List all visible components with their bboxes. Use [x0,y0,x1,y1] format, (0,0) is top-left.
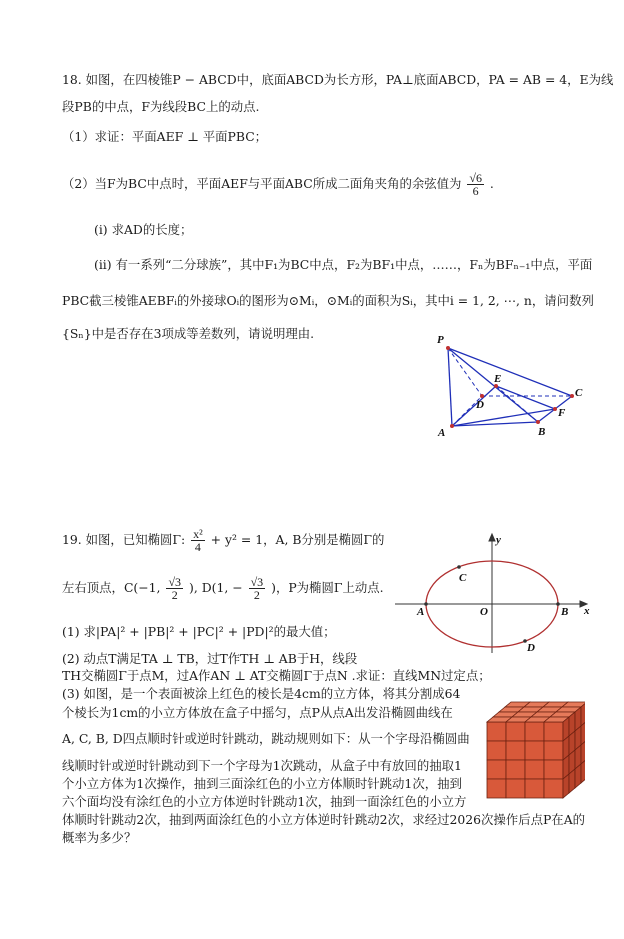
cube-front-cell [487,741,506,760]
cube-front-cell [506,741,525,760]
q19-line2-text: 左右顶点，C(−1, [62,580,161,595]
edge-PA [448,348,452,426]
q19-d-fraction [249,576,266,601]
cube-front-cell [506,760,525,779]
red-cube-figure [485,700,585,800]
q19-part3-7: 体顺时针跳动2次，抽到两面涂红色的小立方体逆时针跳动2次，求经过2026次操作后点P在A的 [62,812,586,827]
q18-part2 [62,172,494,197]
q19-line1-denominator: 4 [194,540,201,554]
pyramid-figure [430,330,590,440]
q18-part1: （1）求证：平面AEF ⊥ 平面PBC； [62,129,268,144]
q19-line1-fraction [191,528,205,553]
label-ellipse-D: D [527,642,535,654]
cube-front-cell [544,760,563,779]
q18-part2-text: （2）当F为BC中点时，平面AEF与平面ABC所成二面角夹角的余弦值为 [62,176,462,191]
q18-part2-fraction [467,172,484,197]
cube-front-cell [544,779,563,798]
q19-part3-6: 六个面均没有涂红色的小立方体逆时针跳动1次，抽到一面涂红色的小立方 [62,794,467,809]
label-ellipse-C: C [459,572,467,584]
q19-c-numerator: √3 [168,575,182,589]
label-ellipse-B: B [561,606,569,618]
cube-front-cell [525,779,544,798]
q19-line1 [62,528,384,553]
cube-front-cell [544,741,563,760]
label-A: A [438,427,446,439]
label-F: F [558,407,566,419]
cube-front-cell [487,760,506,779]
q19-line2-end: )，P为椭圆Γ上动点. [271,580,384,595]
q18-line2: 段PB的中点，F为线段BC上的动点. [62,99,260,114]
cube-front-cell [487,779,506,798]
label-C: C [575,387,583,399]
q19-line2 [62,576,384,601]
q19-part3-3: A, C, B, D四点顺时针或逆时针跳动，跳动规则如下：从一个字母沿椭圆曲 [62,731,470,746]
q19-part2-b: TH交椭圆Γ于点M，过A作AN ⊥ AT交椭圆Γ于点N .求证：直线MN过定点； [62,668,491,683]
q19-part3-1: (3) 如图，是一个表面被涂上红色的棱长是4cm的立方体，将其分割成64 [62,686,461,701]
y-axis-arrow [489,534,495,541]
cube-front-cell [525,760,544,779]
q19-c-denominator: 2 [171,588,178,602]
label-D: D [476,399,484,411]
q18-sub-ii-2: PBC截三棱锥AEBFᵢ的外接球Oᵢ的图形为⊙Mᵢ，⊙Mᵢ的面积为Sᵢ，其中i = 1, 2, ⋯, n，请问数列 [62,293,594,308]
q19-part2-a: (2) 动点T满足TA ⊥ TB，过T作TH ⊥ AB于H，线段 [62,651,358,666]
q18-sub-ii-1: (ii) 有一系列“二分球族”，其中F₁为BC中点，F₂为BF₁中点，……，Fₙ为BFₙ₋₁中点，平面 [94,257,593,272]
label-E: E [494,373,502,385]
cube-front-cell [525,722,544,741]
q18-part2-denominator: 6 [472,184,479,198]
cube-front-cell [487,722,506,741]
cube-front-cell [525,741,544,760]
label-P: P [437,334,444,346]
label-ellipse-O: O [480,606,488,618]
label-B: B [538,426,546,438]
label-ellipse-A: A [417,606,425,618]
q19-d-denominator: 2 [253,588,260,602]
q18-part2-numerator: √6 [469,171,482,185]
q19-line1-text: 19. 如图，已知椭圆Γ: [62,532,186,547]
q18-sub-i: (i) 求AD的长度； [94,222,193,237]
q19-line2-mid: ), D(1, − [188,580,243,595]
q18-sub-ii-3: {Sₙ}中是否存在3项成等差数列，请说明理由. [62,326,315,341]
edge-PC [448,348,572,396]
q19-part3-5: 个小立方体为1次操作，抽到三面涂红色的小立方体顺时针跳动1次，抽到 [62,776,462,791]
q19-part1: (1) 求|PA|² + |PB|² + |PC|² + |PD|²的最大值； [62,624,336,639]
q18-line1: 18. 如图，在四棱锥P − ABCD中，底面ABCD为长方形，PA⊥底面ABCD，PA = AB = 4，E为线 [62,72,614,87]
edge-EF [496,386,555,409]
label-x: x [584,605,590,617]
cube-front-cell [544,722,563,741]
q19-part3-8: 概率为多少？ [62,830,137,845]
label-y: y [496,534,501,546]
q19-part3-4: 线顺时针或逆时针跳动到下一个字母为1次跳动，从盒子中有放回的抽取1 [62,758,462,773]
q19-part3-2: 个棱长为1cm的小立方体放在盒子中摇匀，点P从点A出发沿椭圆曲线在 [62,705,453,720]
ellipse-figure [395,530,595,655]
q19-line1-rest: + y² = 1，A, B分别是椭圆Γ的 [210,532,385,547]
q19-d-numerator: √3 [250,575,264,589]
q19-c-fraction [166,576,183,601]
q18-part2-end: . [489,176,494,191]
cube-front-cell [506,779,525,798]
q19-line1-numerator: x² [193,527,203,541]
cube-front-cell [506,722,525,741]
